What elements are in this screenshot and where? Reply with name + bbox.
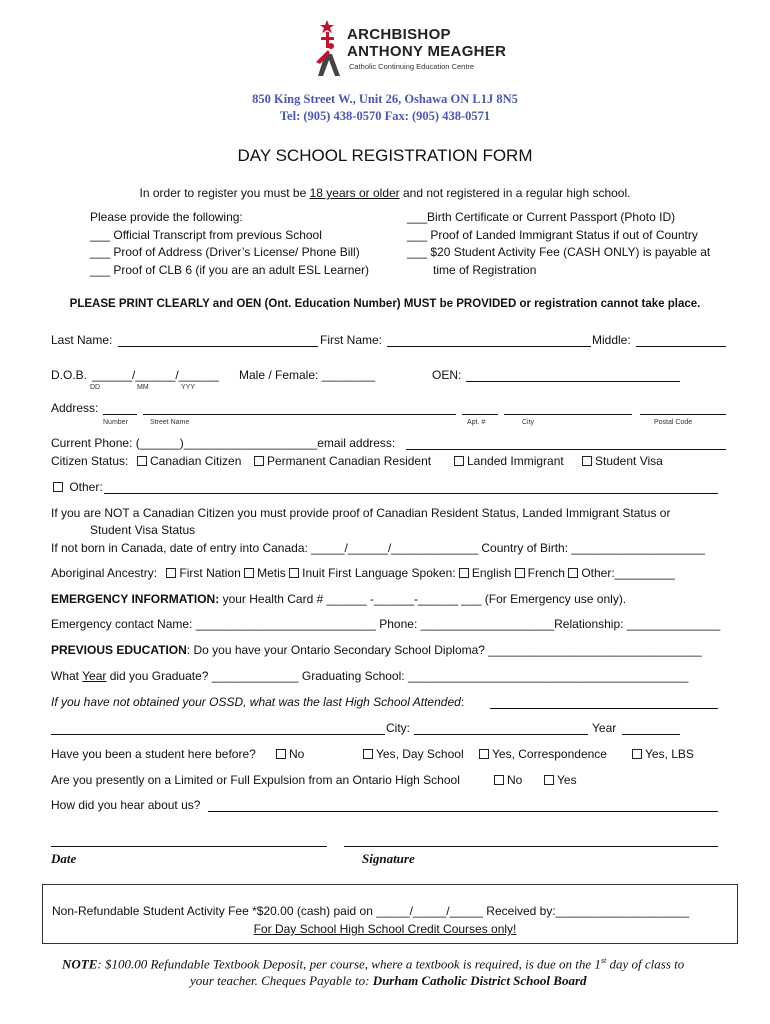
citizen-other-label: Other: <box>69 480 103 494</box>
previous-education-row[interactable] <box>51 643 702 657</box>
citizen-option-landed[interactable] <box>454 454 564 468</box>
expulsion-no[interactable] <box>494 773 522 787</box>
aboriginal-row <box>51 566 675 580</box>
student-before-option: Yes, Day School <box>376 747 464 761</box>
address-postal-field[interactable] <box>640 414 726 415</box>
last-school-city-label: City: <box>386 721 410 735</box>
expulsion-option: No <box>507 773 523 787</box>
citizen-option-label: Permanent Canadian Resident <box>267 454 432 468</box>
address-city-hint: City <box>522 419 535 426</box>
dob-field[interactable]: ______/______/______ <box>92 368 219 382</box>
citizen-other-field[interactable] <box>104 493 718 494</box>
date-field[interactable] <box>51 846 327 847</box>
student-before-option: No <box>289 747 305 761</box>
sex-field[interactable]: Male / Female: ________ <box>239 368 376 382</box>
textbook-note-line1 <box>62 956 684 972</box>
grad-year-rest: did you Graduate? _____________ Graduating School: __________________________________________ <box>106 669 689 683</box>
note-text-end: day of class to <box>606 956 685 972</box>
hear-about-field[interactable] <box>208 811 718 812</box>
logo-line-1: ARCHBISHOP <box>347 26 451 43</box>
hear-about-label: How did you hear about us? <box>51 798 201 812</box>
provide-item: ___ Proof of Address (Driver’s License/ Phone Bill) <box>90 245 360 259</box>
dob-label: D.O.B. <box>51 368 88 382</box>
checkbox-icon <box>582 456 592 466</box>
school-phone-fax: Tel: (905) 438-0570 Fax: (905) 438-0571 <box>279 109 491 123</box>
address-number-field[interactable] <box>103 414 137 415</box>
school-logo-icon <box>312 20 342 78</box>
checkbox-icon[interactable] <box>289 568 299 578</box>
date-label: Date <box>51 851 77 866</box>
aboriginal-option-label: Metis <box>257 566 286 580</box>
intro-before: In order to register you must be <box>139 186 310 200</box>
checkbox-icon <box>479 749 489 759</box>
activity-fee-note: For Day School High School Credit Courses only! <box>253 922 517 936</box>
last-school-name-field[interactable] <box>51 734 385 735</box>
citizen-option-visa[interactable] <box>582 454 663 468</box>
first-name-label: First Name: <box>320 333 383 347</box>
provide-item: time of Registration <box>433 263 537 277</box>
emergency-health-card-row[interactable] <box>51 592 626 606</box>
dob-mm-hint: MM <box>137 384 149 391</box>
entry-date-country-field[interactable]: If not born in Canada, date of entry into Canada: _____/______/_____________ Country of Birth: ____________________ <box>51 541 705 555</box>
last-school-question <box>51 695 464 709</box>
citizen-status-label: Citizen Status: <box>51 454 129 468</box>
provide-item: ___ Proof of CLB 6 (if you are an adult ESL Learner) <box>90 263 370 277</box>
aboriginal-label: Aboriginal Ancestry: <box>51 566 158 580</box>
proof-notice-line1: If you are NOT a Canadian Citizen you must provide proof of Canadian Resident Status, Landed Immigrant Status or <box>51 506 671 520</box>
intro-text <box>0 186 770 200</box>
note-text: : $100.00 Refundable Textbook Deposit, per course, where a textbook is required, is due on the 1 <box>97 956 601 972</box>
provide-item: ___ Official Transcript from previous School <box>90 228 322 242</box>
logo-line-3: Catholic Continuing Education Centre <box>349 62 475 71</box>
school-address: 850 King Street W., Unit 26, Oshawa ON L1J 8N5 <box>252 92 518 106</box>
language-label: First Language Spoken: <box>328 566 456 580</box>
note-cheques-text: your teacher. Cheques Payable to: <box>190 973 373 988</box>
graduation-row[interactable] <box>51 669 688 683</box>
citizen-option-label: Canadian Citizen <box>150 454 242 468</box>
textbook-note-line2 <box>190 973 587 989</box>
phone-email-label: Current Phone: (______)____________________email address: <box>51 436 396 450</box>
address-city-field[interactable] <box>504 414 632 415</box>
signature-label: Signature <box>362 851 415 866</box>
student-before-option: Yes, Correspondence <box>492 747 607 761</box>
last-name-label: Last Name: <box>51 333 113 347</box>
health-card-field: your Health Card # ______ -______-______ ___ (For Emergency use only). <box>219 592 627 606</box>
checkbox-icon <box>137 456 147 466</box>
aboriginal-option-label: First Nation <box>179 566 241 580</box>
address-street-hint: Street Name <box>150 419 190 426</box>
address-apt-field[interactable] <box>462 414 498 415</box>
aboriginal-option-label: Inuit <box>302 566 325 580</box>
ossd-question: : Do you have your Ontario Secondary School Diploma? ________________________________ <box>186 643 702 657</box>
last-school-city-field[interactable] <box>414 734 588 735</box>
checkbox-icon[interactable] <box>459 568 469 578</box>
first-name-field[interactable] <box>387 346 591 347</box>
grad-year-prefix: What <box>51 669 83 683</box>
form-title: DAY SCHOOL REGISTRATION FORM <box>237 146 533 165</box>
address-label: Address: <box>51 401 99 415</box>
language-option-label: English <box>471 566 512 580</box>
provide-heading: Please provide the following: <box>90 210 243 224</box>
logo-line-2: ANTHONY MEAGHER <box>347 43 507 60</box>
checkbox-icon <box>454 456 464 466</box>
provide-item: ___ Proof of Landed Immigrant Status if out of Country <box>407 228 698 242</box>
print-clearly-notice: PLEASE PRINT CLEARLY and OEN (Ont. Education Number) MUST be PROVIDED or registration cannot take place. <box>69 298 701 310</box>
proof-notice-line2: Student Visa Status <box>90 523 196 537</box>
provide-item: ___Birth Certificate or Current Passport (Photo ID) <box>407 210 676 224</box>
expulsion-option: Yes <box>557 773 577 787</box>
checkbox-icon <box>53 482 63 492</box>
last-name-field[interactable] <box>118 346 318 347</box>
checkbox-icon[interactable] <box>568 568 578 578</box>
last-school-year-field[interactable] <box>622 734 680 735</box>
address-postal-hint: Postal Code <box>654 419 693 426</box>
dob-dd-hint: DD <box>90 384 101 391</box>
citizen-option-label: Student Visa <box>595 454 663 468</box>
email-field[interactable] <box>406 449 726 450</box>
intro-after: and not registered in a regular high school. <box>399 186 631 200</box>
grad-year-word: Year <box>82 669 107 683</box>
student-before-lbs[interactable] <box>632 747 694 761</box>
citizen-option-canadian[interactable] <box>137 454 241 468</box>
address-apt-hint: Apt. # <box>467 419 486 426</box>
checkbox-icon <box>544 775 554 785</box>
expulsion-label: Are you presently on a Limited or Full Expulsion from an Ontario High School <box>51 773 460 787</box>
oen-field[interactable] <box>466 381 680 382</box>
signature-field[interactable] <box>344 846 718 847</box>
previous-education-heading: PREVIOUS EDUCATION <box>51 643 187 657</box>
last-school-year-label: Year <box>592 721 617 735</box>
last-school-colon: : <box>460 695 465 709</box>
intro-age-requirement: 18 years or older <box>309 186 400 200</box>
student-before-option: Yes, LBS <box>645 747 694 761</box>
checkbox-icon[interactable] <box>166 568 176 578</box>
student-before-correspondence[interactable] <box>479 747 607 761</box>
middle-name-field[interactable] <box>636 346 726 347</box>
expulsion-yes[interactable] <box>544 773 577 787</box>
student-before-day-school[interactable] <box>363 747 464 761</box>
emergency-heading: EMERGENCY INFORMATION: <box>51 592 220 606</box>
student-before-no[interactable] <box>276 747 304 761</box>
emergency-contact-row[interactable]: Emergency contact Name: ___________________________ Phone: ____________________Relationship: ______________ <box>51 617 721 631</box>
citizen-option-permanent[interactable] <box>254 454 431 468</box>
note-superscript: st <box>600 956 607 965</box>
activity-fee-line[interactable]: Non-Refundable Student Activity Fee *$20.00 (cash) paid on _____/_____/_____ Received by:____________________ <box>52 904 690 918</box>
address-number-hint: Number <box>103 419 128 426</box>
checkbox-icon <box>632 749 642 759</box>
checkbox-icon[interactable] <box>515 568 525 578</box>
checkbox-icon <box>254 456 264 466</box>
checkbox-icon <box>363 749 373 759</box>
checkbox-icon[interactable] <box>244 568 254 578</box>
student-before-label: Have you been a student here before? <box>51 747 256 761</box>
citizen-option-label: Landed Immigrant <box>467 454 564 468</box>
language-option-label: Other:_________ <box>581 566 675 580</box>
citizen-option-other[interactable] <box>53 480 103 494</box>
dob-yy-hint: YYY <box>181 384 196 391</box>
provide-item: ___ $20 Student Activity Fee (CASH ONLY) is payable at <box>407 245 711 259</box>
last-school-field[interactable] <box>490 708 718 709</box>
note-payee: Durham Catholic District School Board <box>372 973 587 988</box>
checkbox-icon <box>494 775 504 785</box>
middle-name-label: Middle: <box>592 333 631 347</box>
last-school-text: If you have not obtained your OSSD, what was the last High School Attended <box>51 695 461 709</box>
note-label: NOTE <box>62 956 98 972</box>
oen-label: OEN: <box>432 368 462 382</box>
address-street-field[interactable] <box>143 414 456 415</box>
language-option-label: French <box>527 566 565 580</box>
checkbox-icon <box>276 749 286 759</box>
